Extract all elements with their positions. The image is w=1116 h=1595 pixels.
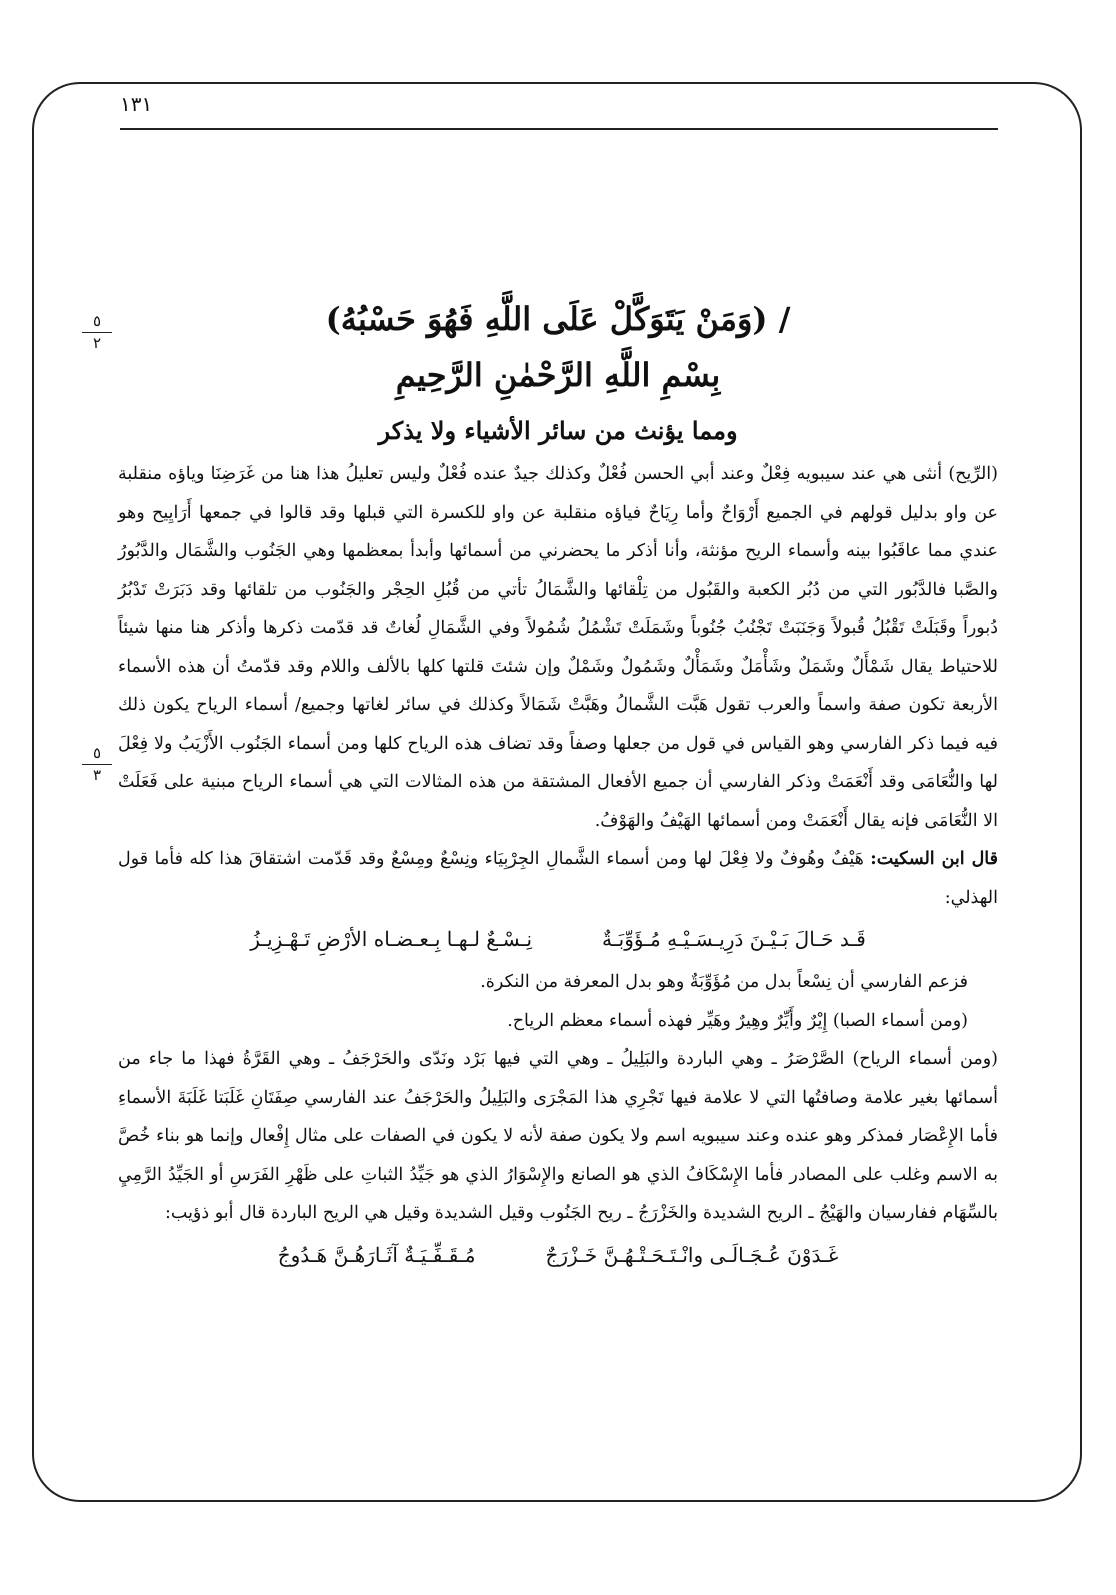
body-note-2: (ومن أسماء الصبا) إِيْرٌ وأَيِّرٌ وهِيرٌ وهَيِّر فهذه أسماء معظم الرياح. (507, 1010, 968, 1031)
body-note-1: فزعم الفارسي أن نِسْعاً بدل من مُؤَوِّبَةٌ وهو بدل المعرفة من النكرة. (480, 972, 968, 992)
margin-mark-line (82, 332, 112, 333)
page-content (118, 300, 998, 1279)
margin-folio-mark-1 (82, 314, 112, 351)
poetry-verse-1 (118, 927, 998, 951)
verse-first-hemistich: قَـد حَـالَ بَـيْـنَ دَرِيـسَـيْـهِ مُـؤَوِّبَـةٌ (602, 927, 866, 951)
body-paragraph-1: (الرِّيح) أنثى هي عند سيبويه فِعْلٌ وعند أبي الحسن فُعْلٌ وكذلك جيدٌ عنده فُعْلٌ وليس تعليلُ هذا هنا من غَرَضِنَا وياؤه منقلبة عن واو بدليل قولهم في الجميع أَرْوَاحٌ وأما رِيَاحٌ فياؤه منقلبة عن واو للكسرة التي قبلها وقد قالوا في جمعها أَرَايِيح وهو عندي مما عاقَبُوا بينه وأسماء الريح مؤنثة، وأنا أذكر ما يحضرني من أسمائها وأبدأ بمعظمها وهي الجَنُوب والشَّمَال والدَّبُورُ والصَّبا فالدَّبُور التي من دُبُر الكعبة والقَبُول من تِلْقائها والشَّمَالُ تأتي من قُبُلِ الحِجْر والجَنُوب من تلقائها وقد دَبَرَتْ تَدْبُرُ دُبوراً وقَبَلَتْ تَقْبُلُ قُبولاً وَجَنَبَتْ تَجْنُبُ جُنُوباً وشَمَلَتْ تَشْمُلُ شُمُولاً وفي الشَّمَالِ لُغاتٌ قد قدّمت ذكرها وأذكر هنا منها شيئاً للاحتياط يقال شَمْأَلٌ وشَمَلٌ وشَأْمَلٌ وشَمَأْلٌ وشَمُولٌ وشَمْلٌ وإن شئتَ قلتها كلها بالألف واللام وقد قدّمتُ أن هذه الأسماء الأربعة تكون صفة واسماً والعرب تقول هَبَّت الشَّمالُ وهَبَّتْ شَمَالاً وكذلك في سائر لغاتها وجميع/ أسماء الرياح يكون ذلك فيه فيما ذكر الفارسي وهو القياس في قول من جعلها وصفاً وقد تضاف هذه الرياح كلها ومن أسماء الجَنُوب الأَزْيَبُ ولا فِعْلَ لها والنُّعَامَى وقد أَنْعَمَتْ وذكر الفارسي أن جميع الأفعال المشتقة من هذه المثالات التي هي أسماء الرياح مبنية على فَعَلَتْ الا النُّعَامَى فإنه يقال أَنْعَمَتْ ومن أسمائها الهَيْفُ والهَوْفُ. (118, 464, 998, 831)
verse-first-hemistich: غَـدَوْنَ عُـجَـالَـى وانْـتَـحَـتْـهُـنَّ خَـزْرَجٌ (545, 1242, 839, 1267)
verse-second-hemistich: نِـسْـعٌ لـهـا بِـعـضـاه الأرْضِ تَـهْـزِيـزُ (250, 927, 533, 951)
margin-mark-top: ٥ (92, 312, 102, 330)
margin-folio-mark-2 (82, 746, 112, 783)
margin-mark-bottom: ٢ (92, 334, 102, 352)
margin-mark-top: ٥ (92, 744, 102, 762)
margin-mark-line (82, 764, 112, 765)
body-paragraph-3: (ومن أسماء الرياح) الصَّرْصَرُ ـ وهي الباردة والبَلِيلُ ـ وهي التي فيها بَرْد ونَدّى والحَرْجَفُ ـ وهي القَرَّةُ فهذا ما جاء من أسمائها بغير علامة وصافتُها التي لا علامة فيها تَجْرِي هذا المَجْرَى والبَلِيلُ والحَرْجَفُ عند الفارسي صِفَتَانِ غَلَبَتا غَلَبَةَ الأسماءِ فأما الإِعْصَار فمذكر وهو عنده وعند سيبويه اسم ولا يكون صفة لأنه لا يكون في الصفات على مثال إِفْعال وإنما هو بناء خُصَّ به الاسم وغلب على المصادر فأما الإِسْكَافُ الذي هو الصانع والإِسْوَارُ الذي هو جَيِّدُ الثباتِ على ظَهْرِ الفَرَسِ أو الجَيِّدُ الرَّمِيِ بالسِّهَام ففارسيان والهَيْجُ ـ الريح الشديدة والخَزْرَجُ ـ ريح الجَنُوب وقيل الشديدة وقيل هي الريح الباردة قال أبو ذؤيب: (118, 1049, 998, 1223)
paragraph-lead: قال ابن السكيت: (870, 849, 999, 869)
header-rule (120, 128, 998, 130)
invocation-heading: / (وَمَنْ يَتَوَكَّلْ عَلَى اللَّهِ فَهُوَ حَسْبُهُ) (325, 300, 791, 338)
margin-mark-bottom: ٣ (92, 766, 102, 784)
body-paragraph-2 (118, 840, 998, 917)
basmala-heading: بِسْمِ اللَّهِ الرَّحْمٰنِ الرَّحِيمِ (395, 356, 721, 394)
chapter-title: ومما يؤنث من سائر الأشياء ولا يذكر (378, 416, 738, 445)
paragraph-text: هَيْفٌ وهُوفٌ ولا فِعْلَ لها ومن أسماء الشَّمالِ الجِرْبِيَاء ونِسْعٌ ومِسْعٌ وقد قَدّمت اشتقاقَ هذا كله فأما قول الهذلي: (118, 849, 998, 908)
poetry-verse-2 (118, 1243, 998, 1267)
verse-second-hemistich: مُـقَـفِّـيَـةٌ آثَـارَهُـنَّ هَـدُوجُ (277, 1242, 476, 1267)
page-number: ١٣١ (120, 92, 153, 116)
